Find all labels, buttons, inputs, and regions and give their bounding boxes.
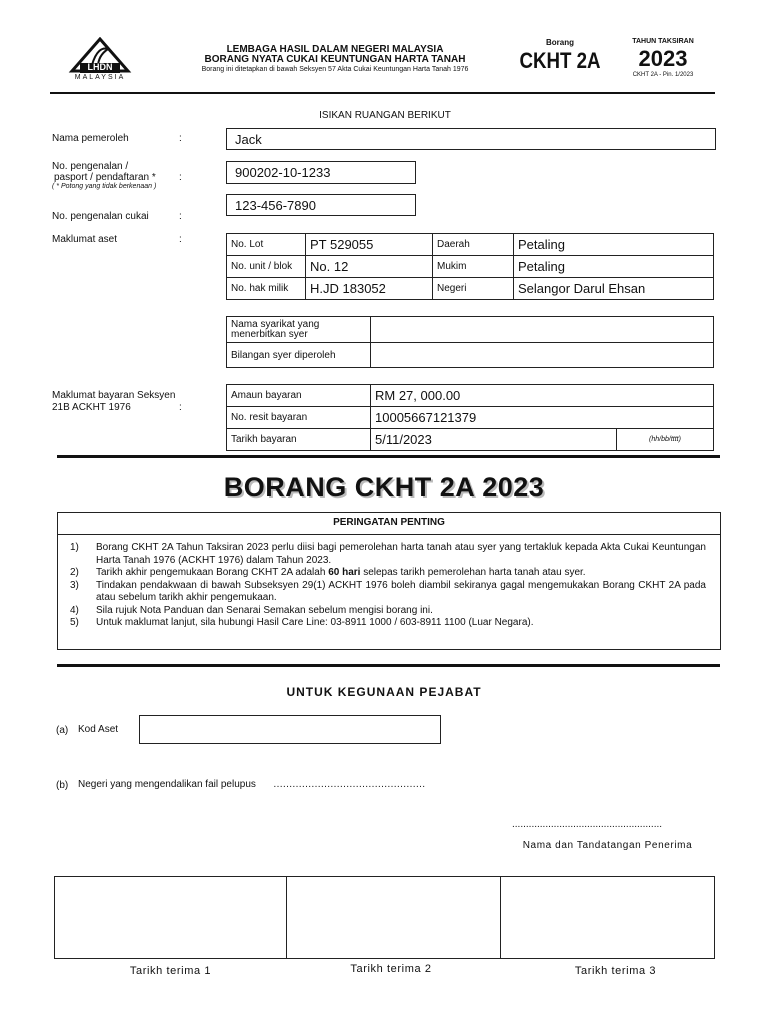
asset-code-label: Kod Aset <box>78 724 119 735</box>
lot-label: No. Lot <box>227 234 306 256</box>
mukim-label: Mukim <box>433 256 514 278</box>
colon: : <box>179 133 182 144</box>
signature-line: ...................................................... <box>512 819 663 830</box>
date-label: Tarikh bayaran <box>227 429 371 451</box>
amount-value[interactable]: RM 27, 000.00 <box>371 385 714 407</box>
table-row <box>227 385 714 407</box>
item-number: 2) <box>70 567 79 578</box>
table-row <box>227 278 714 300</box>
asset-info-label: Maklumat aset <box>52 234 118 245</box>
date-format-hint: (hh/bb/tttt) <box>617 429 714 451</box>
header-divider <box>50 92 715 94</box>
id-number-field[interactable] <box>226 161 416 184</box>
lhdn-logo <box>68 37 132 85</box>
list-item <box>70 605 706 618</box>
section-title: ISIKAN RUANGAN BERIKUT <box>319 110 451 121</box>
payment-table <box>226 384 714 451</box>
unit-label: No. unit / blok <box>227 256 306 278</box>
company-label: Nama syarikat yang menerbitkan syer <box>227 317 371 343</box>
item-text-pre: Tarikh akhir pengemukaan Borang CKHT 2A adalah <box>96 567 329 578</box>
tax-number-label: No. pengenalan cukai <box>52 211 149 222</box>
table-row <box>227 429 714 451</box>
amount-label: Amaun bayaran <box>227 385 371 407</box>
warning-box <box>57 512 721 650</box>
date-value[interactable]: 5/11/2023 <box>371 429 617 451</box>
receipt-date-label-2: Tarikh terima 2 <box>350 963 432 975</box>
receipt-date-box-2[interactable] <box>286 876 501 959</box>
office-divider <box>57 664 720 667</box>
item-text: Sila rujuk Nota Panduan dan Senarai Semakan sebelum mengisi borang ini. <box>96 604 433 616</box>
table-row <box>227 407 714 429</box>
list-item <box>70 580 706 605</box>
warning-list <box>70 542 706 630</box>
item-text-post: selepas tarikh pemerolehan harta tanah atau syer. <box>360 567 586 578</box>
company-value[interactable] <box>371 317 714 343</box>
item-text <box>96 567 586 580</box>
share-count-value[interactable] <box>371 343 714 368</box>
assessment-year: 2023 <box>638 46 688 71</box>
hak-label: No. hak milik <box>227 278 306 300</box>
colon: : <box>179 234 182 245</box>
payment-section-label-2: 21B ACKHT 1976 <box>52 402 131 413</box>
receipt-date-box-1[interactable] <box>54 876 287 959</box>
item-text-bold: 60 hari <box>328 567 361 578</box>
lot-value[interactable]: PT 529055 <box>306 234 433 256</box>
buyer-name-field[interactable] <box>226 128 716 150</box>
unit-value[interactable]: No. 12 <box>306 256 433 278</box>
item-text: Borang CKHT 2A Tahun Taksiran 2023 perlu diisi bagi pemerolehan harta tanah atau syer yang tertakluk kepada Akta Cukai Keuntungan Harta Tanah 1976 (ACKHT 1976) dalam Tahun 2023. <box>96 542 706 566</box>
list-item <box>70 542 706 567</box>
warning-title-rule <box>58 534 720 535</box>
list-item <box>70 567 706 580</box>
negeri-label: Negeri <box>433 278 514 300</box>
office-title: UNTUK KEGUNAAN PEJABAT <box>286 685 482 699</box>
id-number-value: 900202-10-1233 <box>235 165 331 180</box>
negeri-value[interactable]: Selangor Darul Ehsan <box>514 278 714 300</box>
daerah-value[interactable]: Petaling <box>514 234 714 256</box>
section-divider <box>57 455 720 458</box>
warning-title: PERINGATAN PENTING <box>333 517 445 528</box>
item-number: 3) <box>70 579 79 591</box>
tax-number-value: 123-456-7890 <box>235 198 316 213</box>
handling-state-label: Negeri yang mengendalikan fail pelupus <box>78 779 256 790</box>
daerah-label: Daerah <box>433 234 514 256</box>
buyer-name-value: Jack <box>235 132 262 147</box>
signature-label: Nama dan Tandatangan Penerima <box>522 840 693 851</box>
logo-text: LHDN <box>87 62 113 72</box>
item-number: 4) <box>70 604 79 616</box>
item-text: Untuk maklumat lanjut, sila hubungi Hasil Care Line: 03-8911 1000 / 603-8911 1100 (Luar Negara). <box>96 617 534 628</box>
table-row <box>227 317 714 343</box>
borang-label: Borang <box>546 38 574 47</box>
receipt-date-label-1: Tarikh terima 1 <box>129 965 212 977</box>
tax-number-field[interactable] <box>226 194 416 216</box>
big-title-text: BORANG CKHT 2A 2023 <box>223 472 545 502</box>
asset-code-field[interactable] <box>139 715 441 744</box>
receipt-date-box-3[interactable] <box>500 876 715 959</box>
big-title <box>0 472 768 503</box>
table-row <box>227 234 714 256</box>
buyer-name-label: Nama pemeroleh <box>52 133 129 144</box>
share-count-label: Bilangan syer diperoleh <box>227 343 371 368</box>
handling-state-dots: ………………………………………… <box>273 779 425 790</box>
receipt-date-label-3: Tarikh terima 3 <box>574 965 657 977</box>
item-number: 1) <box>70 542 79 553</box>
table-row <box>227 343 714 368</box>
shares-table <box>226 316 714 368</box>
list-item <box>70 617 706 630</box>
id-label-2: pasport / pendaftaran * <box>54 172 156 183</box>
colon: : <box>179 211 182 222</box>
office-a-label: (a) <box>56 725 69 736</box>
hak-value[interactable]: H.JD 183052 <box>306 278 433 300</box>
table-row <box>227 256 714 278</box>
item-number: 5) <box>70 617 79 628</box>
mukim-value[interactable]: Petaling <box>514 256 714 278</box>
tahun-label: TAHUN TAKSIRAN <box>632 38 694 45</box>
form-code: CKHT 2A <box>519 48 601 73</box>
receipt-label: No. resit bayaran <box>227 407 371 429</box>
receipt-value[interactable]: 10005667121379 <box>371 407 714 429</box>
id-note: ( * Potong yang tidak berkenaan ) <box>52 183 157 190</box>
colon: : <box>179 402 182 413</box>
form-name: BORANG NYATA CUKAI KEUNTUNGAN HARTA TANAH <box>204 54 466 65</box>
legal-basis: Borang ini ditetapkan di bawah Seksyen 57 Akta Cukai Keuntungan Harta Tanah 1976 <box>201 66 469 73</box>
asset-table <box>226 233 714 300</box>
office-b-label: (b) <box>56 780 69 791</box>
id-label-1: No. pengenalan / <box>52 161 129 172</box>
form-revision: CKHT 2A - Pin. 1/2023 <box>632 72 694 78</box>
item-text: Tindakan pendakwaan di bawah Subseksyen 29(1) ACKHT 1976 boleh diambil sekiranya gagal mengemukakan Borang CKHT 2A pada atau sebelum tarikh akhir pengemukaan. <box>96 579 706 603</box>
logo-country: MALAYSIA <box>74 74 126 81</box>
agency-name: LEMBAGA HASIL DALAM NEGERI MALAYSIA <box>226 44 444 55</box>
colon: : <box>179 172 182 183</box>
payment-section-label-1: Maklumat bayaran Seksyen <box>52 390 176 401</box>
